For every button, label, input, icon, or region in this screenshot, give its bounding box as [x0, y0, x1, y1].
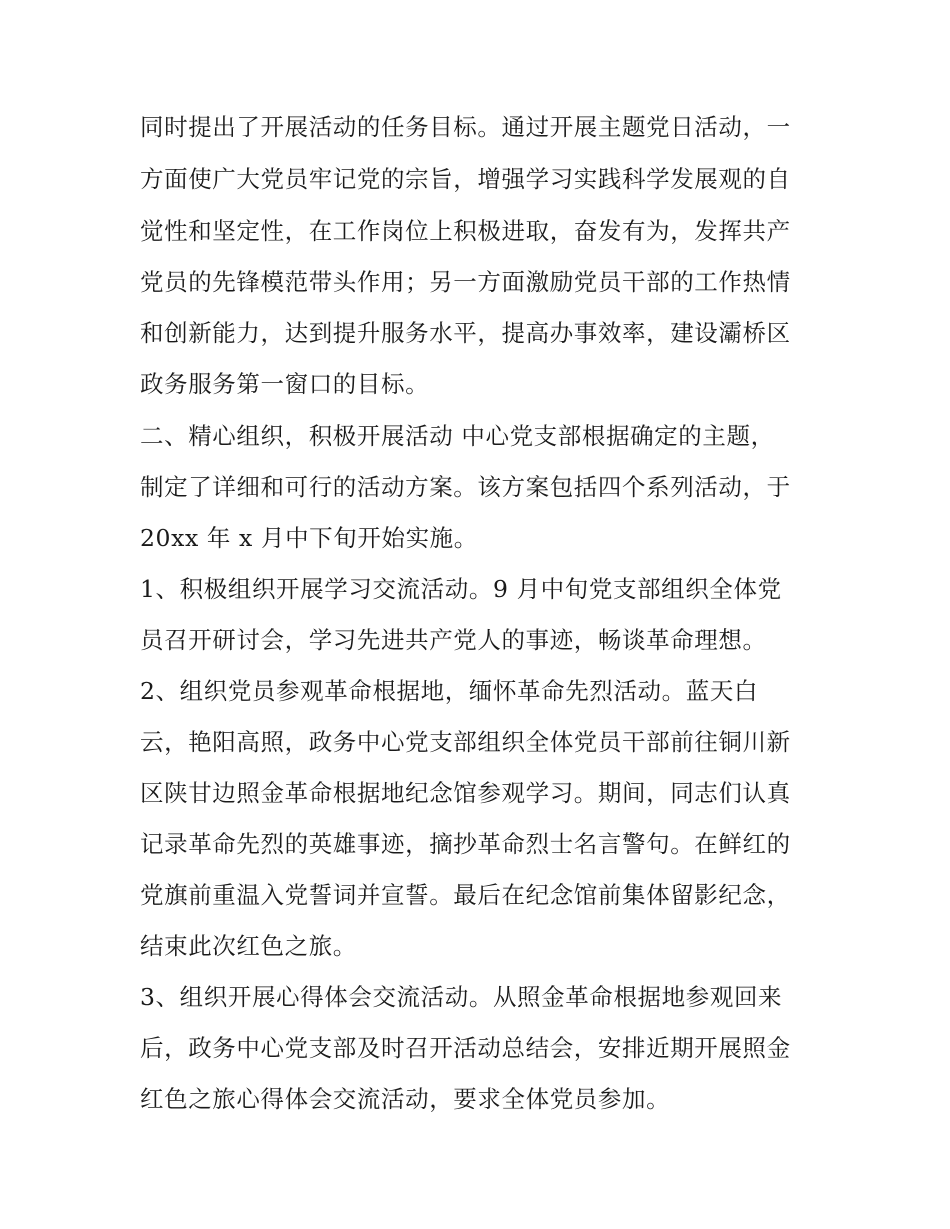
text-line: 红色之旅心得体会交流活动，要求全体党员参加。	[140, 1085, 671, 1113]
text-line: 结束此次红色之旅。	[140, 932, 357, 960]
text-line: 二、精心组织，积极开展活动 中心党支部根据确定的主题，	[140, 422, 775, 450]
text-line: 20xx 年 x 月中下旬开始实施。	[140, 524, 478, 552]
text-line: 和创新能力，达到提升服务水平，提高办事效率，建设灞桥区	[140, 319, 791, 347]
text-line: 觉性和坚定性，在工作岗位上积极进取，奋发有为，发挥共产	[140, 217, 791, 245]
text-line: 制定了详细和可行的活动方案。该方案包括四个系列活动，于	[140, 473, 791, 501]
text-line: 党员的先锋模范带头作用；另一方面激励党员干部的工作热情	[140, 268, 791, 296]
text-line: 云，艳阳高照，政务中心党支部组织全体党员干部前往铜川新	[140, 728, 791, 756]
text-line: 记录革命先烈的英雄事迹，摘抄革命烈士名言警句。在鲜红的	[140, 830, 791, 858]
text-line: 员召开研讨会，学习先进共产党人的事迹，畅谈革命理想。	[140, 626, 767, 654]
text-line: 区陕甘边照金革命根据地纪念馆参观学习。期间，同志们认真	[140, 779, 791, 807]
text-line: 2、组织党员参观革命根据地，缅怀革命先烈活动。蓝天白	[140, 677, 759, 705]
text-line: 党旗前重温入党誓词并宣誓。最后在纪念馆前集体留影纪念，	[140, 881, 791, 909]
text-line: 3、组织开展心得体会交流活动。从照金革命根据地参观回来	[140, 983, 783, 1011]
text-line: 1、积极组织开展学习交流活动。9 月中旬党支部组织全体党	[140, 575, 782, 603]
text-line: 同时提出了开展活动的任务目标。通过开展主题党日活动，一	[140, 113, 791, 141]
text-line: 后，政务中心党支部及时召开活动总结会，安排近期开展照金	[140, 1034, 791, 1062]
text-line: 方面使广大党员牢记党的宗旨，增强学习实践科学发展观的自	[140, 165, 791, 193]
text-line: 政务服务第一窗口的目标。	[140, 370, 430, 398]
